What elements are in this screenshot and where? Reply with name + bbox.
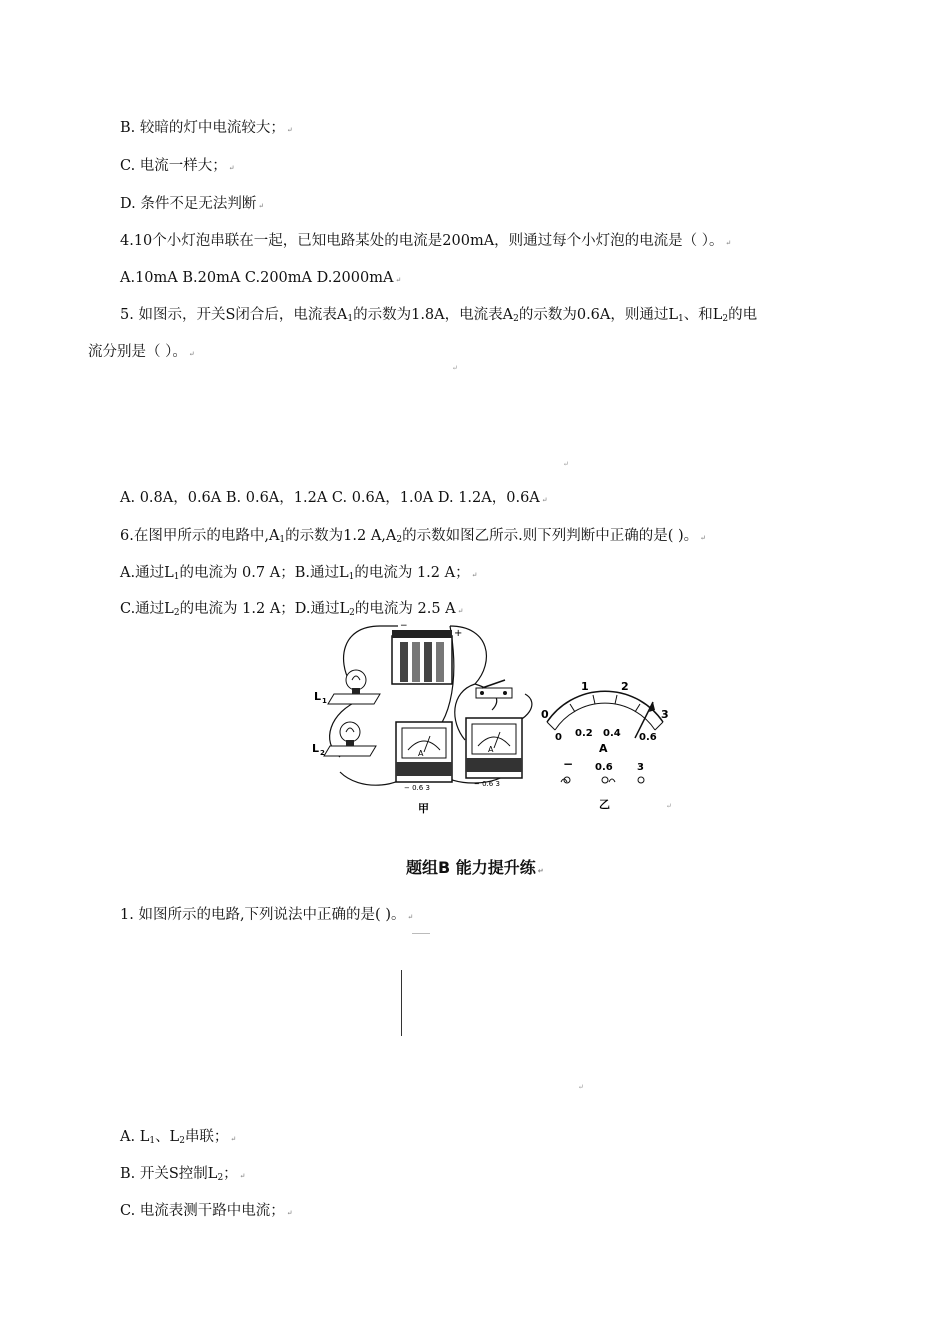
svg-text:−: − — [563, 757, 574, 771]
question-5-stem-line2: 流分别是（ ）。 ↵ — [88, 344, 195, 360]
question-5-stem: 5. 如图示，开关S闭合后，电流表$A_1$的示数为1.8A，电流表$A_2$的示数为0.6A，则通过$L_1$、和$L_2$的电 — [120, 307, 758, 324]
svg-text:3: 3 — [637, 762, 644, 773]
question-6-stem: 6.在图甲所示的电路中$,A_1$的示数为1.2 $A,A_2$的示数如图乙所示.则下列判断中正确的是( )。 ↵ — [120, 528, 707, 545]
question-4-options: A.10mA B.20mA C.200mA D.2000mA ↵ — [120, 270, 402, 286]
option-d-line: D. 条件不足无法判断 ↵ — [120, 196, 265, 212]
svg-text:2: 2 — [320, 749, 325, 757]
section-b-option-c: C. 电流表测干路中电流； ↵ — [120, 1203, 293, 1219]
switch-icon — [476, 680, 512, 698]
meter-dial — [541, 680, 669, 811]
ammeter-2-icon — [466, 718, 522, 788]
question-4-stem: 4.10个小灯泡串联在一起，已知电路某处的电流是200mA，则通过每个小灯泡的电流是（ ）。 ↵ — [120, 233, 732, 249]
svg-text:乙: 乙 — [599, 798, 610, 811]
svg-text:− 0.6 3: − 0.6 3 — [404, 784, 430, 792]
svg-text:A: A — [418, 749, 424, 758]
figure-fragment-line — [401, 970, 402, 1036]
section-b-option-a: A. $L_1$、$L_2$串联； ↵ — [120, 1129, 237, 1146]
section-b-option-b: B. 开关S控制$L_2$； ↵ — [120, 1166, 246, 1183]
svg-text:L: L — [312, 742, 320, 755]
svg-text:3: 3 — [661, 708, 669, 721]
section-b-title: 题组B 能力提升练 ↵ — [406, 858, 544, 877]
hidden-figure-marker: ↵ — [563, 460, 569, 468]
svg-text:0: 0 — [541, 708, 549, 721]
circuit-figure — [300, 622, 690, 818]
svg-text:0.2: 0.2 — [575, 728, 593, 739]
figure-marker: ↵ — [666, 802, 672, 810]
svg-text:+: + — [454, 628, 463, 639]
svg-text:A: A — [599, 742, 608, 755]
svg-text:L: L — [314, 690, 322, 703]
hidden-figure-marker: ↵ — [452, 364, 458, 372]
svg-text:2: 2 — [621, 680, 629, 693]
section-b-question-1-stem: 1. 如图所示的电路,下列说法中正确的是( )。 ↵ — [120, 907, 414, 923]
svg-text:0.6: 0.6 — [595, 762, 613, 773]
question-6-options-cd: C.通过$L_2$的电流为 1.2 A；D.通过$L_2$的电流为 2.5 A ↵ — [120, 601, 464, 618]
svg-text:0: 0 — [555, 732, 562, 743]
figure-marker: ↵ — [578, 1083, 584, 1091]
ammeter-1-icon — [396, 722, 452, 792]
svg-text:0.6: 0.6 — [639, 732, 657, 743]
option-c-line: C. 电流一样大； ↵ — [120, 158, 235, 174]
svg-text:1: 1 — [581, 680, 589, 693]
svg-text:− 0.6 3: − 0.6 3 — [474, 780, 500, 788]
svg-text:A: A — [488, 745, 494, 754]
bulb-l1-icon — [328, 670, 380, 704]
svg-text:−: − — [400, 622, 408, 631]
option-b-line: B. 较暗的灯中电流较大； ↵ — [120, 120, 293, 136]
question-6-options-ab: A.通过$L_1$的电流为 0.7 A；B.通过$L_1$的电流为 1.2 A； ↵ — [120, 565, 478, 582]
question-5-options: A. 0.8A，0.6A B. 0.6A，1.2A C. 0.6A，1.0A D. 1.2A，0.6A ↵ — [120, 490, 548, 506]
battery-icon — [392, 622, 462, 684]
svg-text:0.4: 0.4 — [603, 728, 621, 739]
svg-text:1: 1 — [322, 697, 327, 705]
svg-text:甲: 甲 — [418, 802, 429, 815]
figure-fragment-dash — [412, 933, 430, 934]
